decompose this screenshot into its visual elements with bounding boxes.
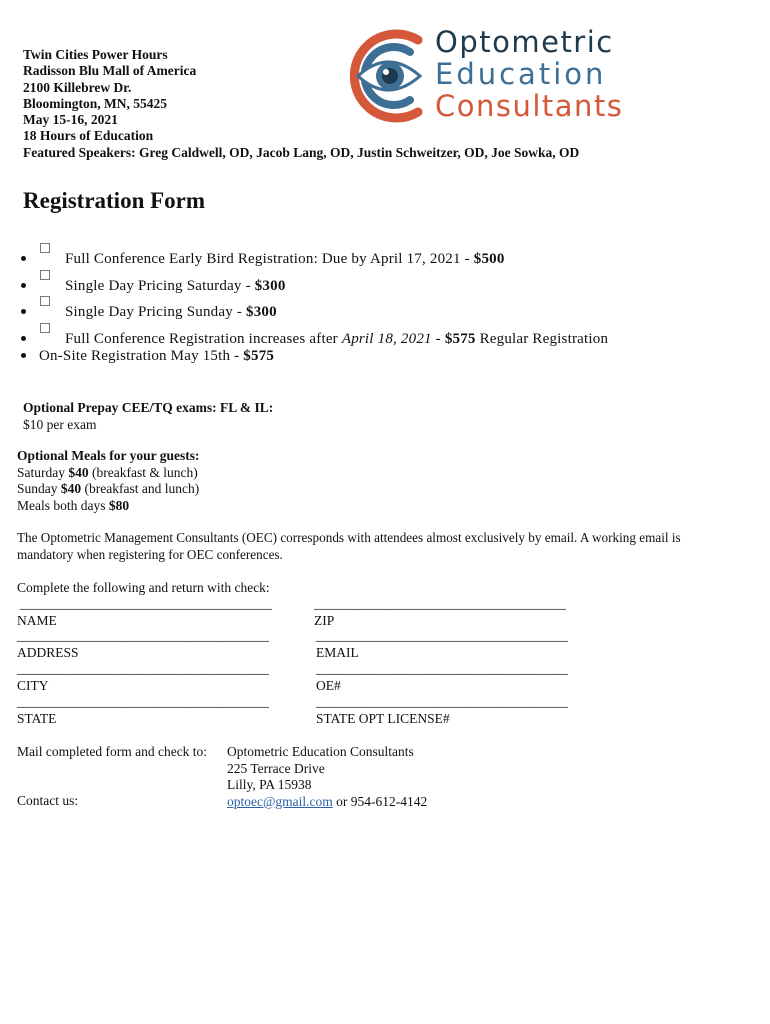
bullet-icon bbox=[21, 256, 26, 261]
option-price: $300 bbox=[246, 304, 277, 320]
mail-address bbox=[227, 744, 427, 810]
meal-price: $40 bbox=[60, 481, 82, 496]
option-suffix: Regular Registration bbox=[475, 330, 609, 347]
oe-number-input-line[interactable]: _______________________________________ bbox=[316, 661, 568, 676]
meal-label: Saturday bbox=[17, 464, 69, 480]
notice-line-1: The Optometric Management Consultants (OEC) corresponds with attendees almost exclusively by email. A working email is bbox=[17, 530, 681, 545]
mail-street: 225 Terrace Drive bbox=[227, 760, 325, 776]
meal-note: (breakfast and lunch) bbox=[81, 481, 200, 496]
meal-label: Sunday bbox=[17, 481, 61, 496]
instructions: Complete the following and return with check: bbox=[17, 580, 270, 595]
option-date: April 18, 2021 bbox=[341, 330, 432, 347]
mail-name: Optometric Education Consultants bbox=[227, 744, 414, 759]
sunday-checkbox[interactable] bbox=[40, 296, 50, 306]
option-label bbox=[65, 278, 286, 295]
option-price: $575 bbox=[243, 348, 275, 364]
venue: Radisson Blu Mall of America bbox=[23, 63, 197, 79]
email-label: EMAIL bbox=[316, 645, 359, 660]
city-label: CITY bbox=[17, 678, 49, 693]
option-text: Full Conference Registration increases after bbox=[65, 330, 342, 347]
meal-label: Meals both days bbox=[17, 497, 109, 513]
logo-text-optometric: Optometric bbox=[435, 25, 614, 59]
option-label bbox=[39, 348, 274, 365]
option-label bbox=[65, 251, 505, 268]
bullet-icon bbox=[21, 336, 26, 341]
option-text: Full Conference Early Bird Registration: Due by April 17, 2021 - bbox=[65, 251, 474, 267]
featured-speakers: Featured Speakers: Greg Caldwell, OD, Jacob Lang, OD, Justin Schweitzer, OD, Joe Sowka, OD bbox=[23, 144, 580, 160]
zip-input-line[interactable]: _______________________________________ bbox=[314, 596, 566, 611]
option-label bbox=[65, 331, 608, 348]
contact-phone: 954-612-4142 bbox=[350, 793, 428, 809]
meal-note: (breakfast & lunch) bbox=[88, 464, 198, 480]
contact-or: or bbox=[332, 793, 351, 809]
option-text: On-Site Registration May 15th - bbox=[39, 348, 244, 364]
exams-price: $10 per exam bbox=[23, 416, 97, 432]
option-price: $500 bbox=[473, 251, 505, 267]
saturday-checkbox[interactable] bbox=[40, 270, 50, 280]
event-dates: May 15-16, 2021 bbox=[23, 112, 118, 128]
full-conference-checkbox[interactable] bbox=[40, 323, 50, 333]
option-text: Single Day Pricing Saturday - bbox=[65, 277, 255, 294]
zip-label: ZIP bbox=[314, 613, 335, 628]
city-input-line[interactable]: _______________________________________ bbox=[17, 661, 269, 676]
meals-both bbox=[17, 498, 200, 515]
oec-logo bbox=[340, 26, 645, 126]
license-label: STATE OPT LICENSE# bbox=[316, 711, 450, 726]
option-text: Single Day Pricing Sunday - bbox=[65, 304, 247, 320]
city-state-zip: Bloomington, MN, 55425 bbox=[23, 95, 168, 111]
name-label: NAME bbox=[17, 613, 57, 628]
license-input-line[interactable]: _______________________________________ bbox=[316, 694, 568, 709]
option-price: $575 bbox=[444, 330, 476, 347]
bullet-icon bbox=[21, 283, 26, 288]
mail-city: Lilly, PA 15938 bbox=[227, 777, 312, 792]
notice-line-2: mandatory when registering for OEC conferences. bbox=[17, 546, 283, 562]
meal-price: $40 bbox=[68, 464, 89, 480]
event-name: Twin Cities Power Hours bbox=[23, 47, 168, 62]
early-bird-checkbox[interactable] bbox=[40, 243, 50, 253]
contact-details bbox=[227, 794, 427, 811]
option-separator: - bbox=[431, 330, 445, 347]
state-input-line[interactable]: _______________________________________ bbox=[17, 694, 269, 709]
contact-email-link[interactable]: optoec@gmail.com bbox=[227, 793, 333, 809]
meals-section bbox=[17, 448, 200, 514]
oe-number-label: OE# bbox=[316, 678, 341, 693]
bullet-icon bbox=[21, 309, 26, 314]
email-notice bbox=[17, 530, 681, 563]
bullet-icon bbox=[21, 353, 26, 358]
option-label bbox=[65, 304, 277, 321]
meals-saturday bbox=[17, 465, 200, 482]
exams-section bbox=[23, 400, 273, 433]
logo-text-education: Education bbox=[435, 57, 607, 91]
address-input-line[interactable]: _______________________________________ bbox=[17, 628, 269, 643]
street-address: 2100 Killebrew Dr. bbox=[23, 79, 132, 95]
logo-text-consultants: Consultants bbox=[435, 89, 624, 123]
eye-logo-icon bbox=[340, 26, 435, 126]
meals-heading: Optional Meals for your guests: bbox=[17, 448, 200, 463]
mail-label: Mail completed form and check to: bbox=[17, 744, 208, 759]
state-label: STATE bbox=[17, 711, 57, 726]
meals-sunday bbox=[17, 481, 200, 498]
email-input-line[interactable]: _______________________________________ bbox=[316, 628, 568, 643]
option-price: $300 bbox=[254, 277, 286, 294]
meal-price: $80 bbox=[108, 497, 130, 513]
name-input-line[interactable]: _______________________________________ bbox=[20, 596, 272, 611]
exams-heading: Optional Prepay CEE/TQ exams: FL & IL: bbox=[23, 400, 274, 415]
education-hours: 18 Hours of Education bbox=[23, 128, 154, 144]
address-label: ADDRESS bbox=[17, 645, 79, 660]
page-title: Registration Form bbox=[23, 188, 206, 213]
contact-label: Contact us: bbox=[17, 793, 79, 808]
